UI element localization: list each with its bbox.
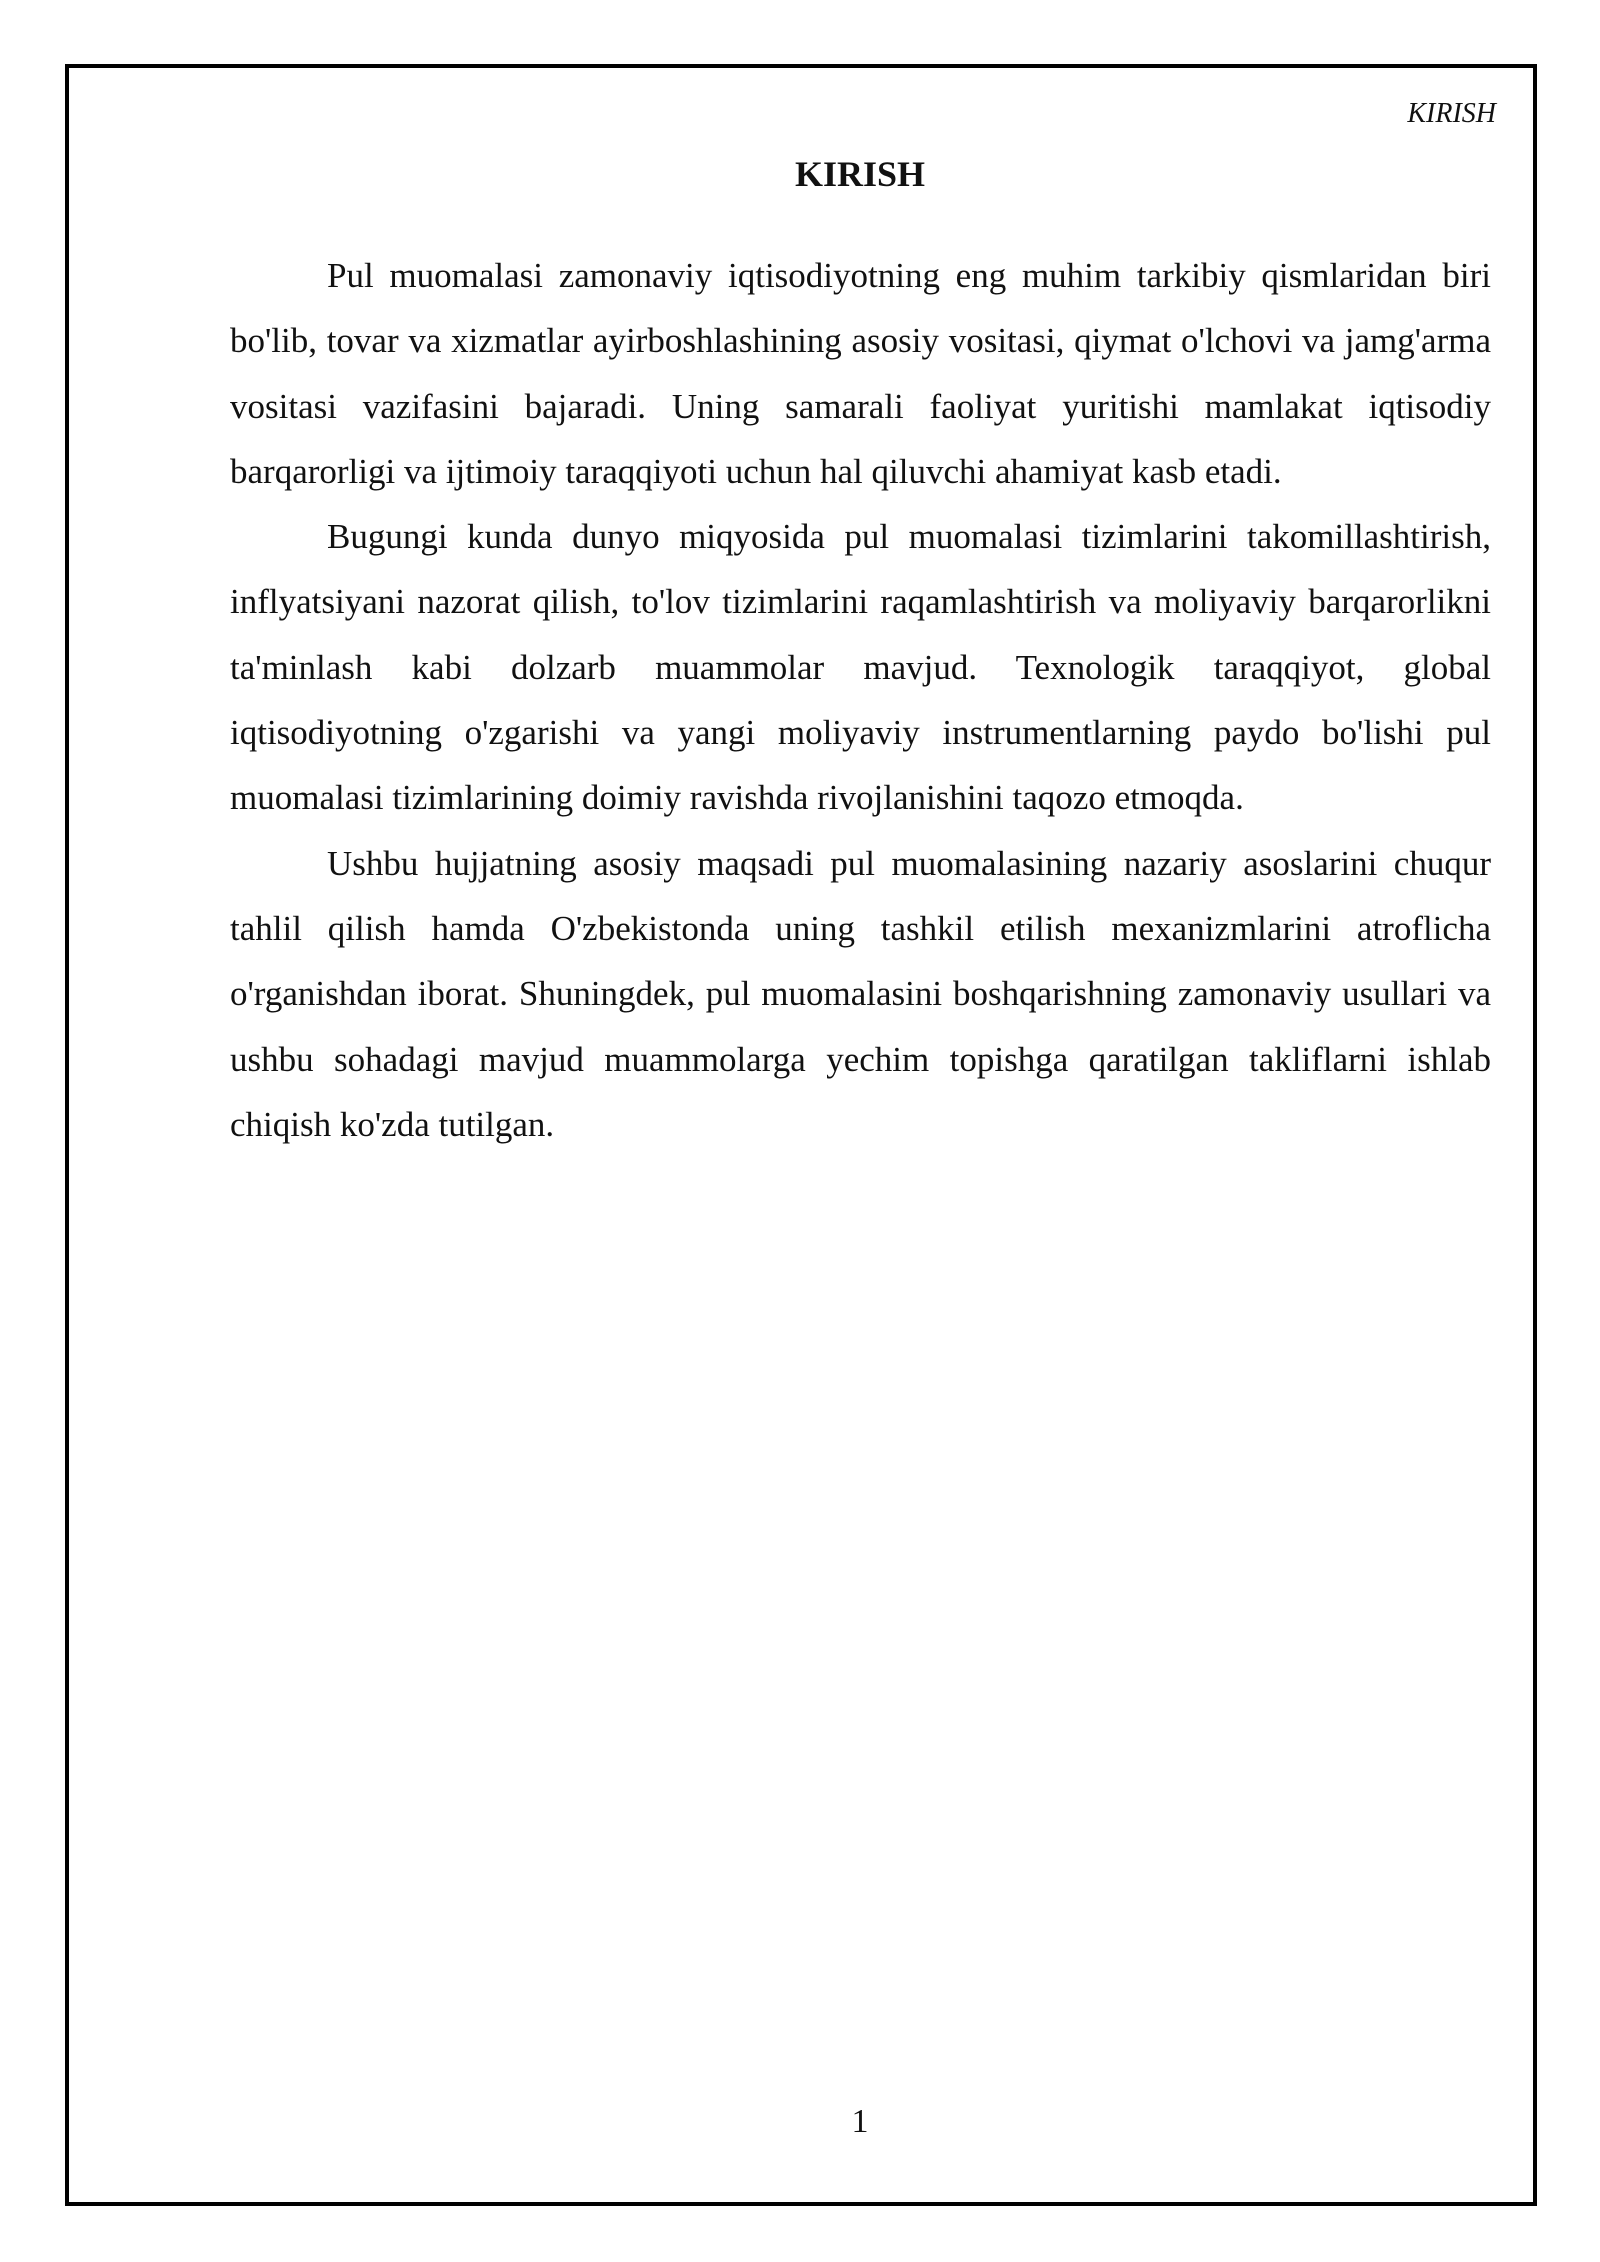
page-title: KIRISH xyxy=(794,154,926,194)
page-number: 1 xyxy=(851,2103,869,2140)
running-header: KIRISH xyxy=(1407,98,1496,129)
paragraph-1: Pul muomalasi zamonaviy iqtisodiyotning eng muhim tarkibiy qismlaridan biri bo'lib, tovar va xizmatlar ayirboshlashining asosiy vositasi, qiymat o'lchovi va jamg'arma vositasi vazifasini bajaradi. Uning samarali faoliyat yuritishi mamlakat iqtisodiy barqarorligi va ijtimoiy taraqqiyoti uchun hal qiluvchi ahamiyat kasb etadi. xyxy=(230,256,1491,491)
paragraph-2: Bugungi kunda dunyo miqyosida pul muomalasi tizimlarini takomillashtirish, inflyatsiyani nazorat qilish, to'lov tizimlarini raqamlashtirish va moliyaviy barqarorlikni ta'minlash kabi dolzarb muammolar mavjud. Texnologik taraqqiyot, global iqtisodiyotning o'zgarishi va yangi moliyaviy instrumentlarning paydo bo'lishi pul muomalasi tizimlarining doimiy ravishda rivojlanishini taqozo etmoqda. xyxy=(230,517,1491,818)
paragraph-3: Ushbu hujjatning asosiy maqsadi pul muomalasining nazariy asoslarini chuqur tahlil qilish hamda O'zbekistonda uning tashkil etilish mexanizmlarini atroflicha o'rganishdan iborat. Shuningdek, pul muomalasini boshqarishning zamonaviy usullari va ushbu sohadagi mavjud muammolarga yechim topishga qaratilgan takliflarni ishlab chiqish ko'zda tutilgan. xyxy=(230,843,1491,1144)
document-body xyxy=(230,243,1491,1157)
